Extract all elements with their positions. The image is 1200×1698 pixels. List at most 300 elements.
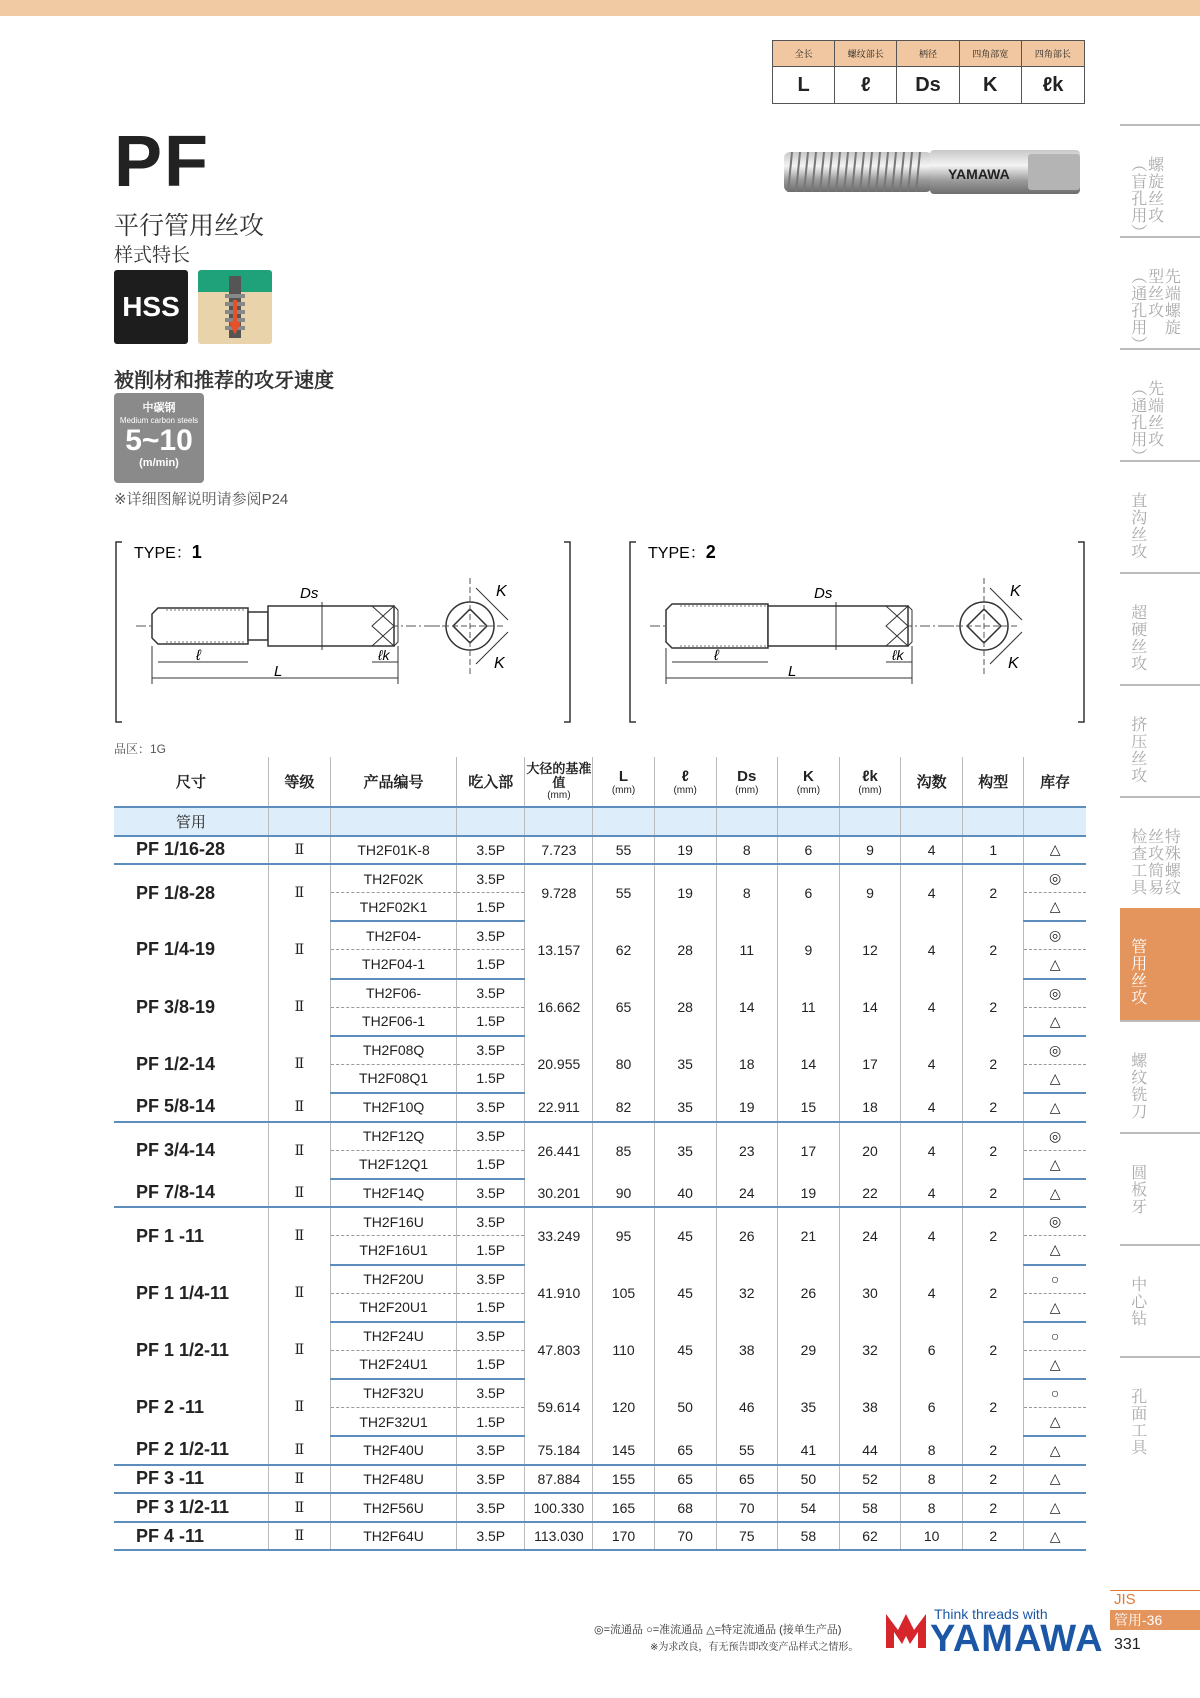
Ds-cell: 18 xyxy=(716,1036,777,1093)
svg-text:K: K xyxy=(1010,583,1021,600)
sidebar-tab-10[interactable] xyxy=(1120,1132,1200,1244)
sidebar-tab-label: 中心钻 xyxy=(1128,1276,1146,1327)
sidebar-tab-label: 超硬丝攻 xyxy=(1128,604,1146,672)
chamfer-cell: 3.5P xyxy=(457,1093,525,1122)
code-cell: TH2F20U xyxy=(330,1265,456,1294)
K-cell: 14 xyxy=(777,1036,839,1093)
major-cell: 41.910 xyxy=(525,1265,593,1322)
type-cell: 2 xyxy=(963,1179,1024,1208)
L-cell: 110 xyxy=(593,1322,654,1379)
dimension-col xyxy=(773,41,835,103)
flutes-cell: 8 xyxy=(901,1436,963,1465)
code-cell: TH2F12Q1 xyxy=(330,1150,456,1179)
grade-cell: Ⅱ xyxy=(268,1379,330,1436)
lk-cell: 30 xyxy=(839,1265,900,1322)
l-cell: 70 xyxy=(654,1522,716,1551)
type-cell: 2 xyxy=(963,1207,1024,1264)
table-row xyxy=(114,1265,1086,1294)
stock-cell: △ xyxy=(1024,1236,1086,1265)
code-cell: TH2F08Q1 xyxy=(330,1064,456,1093)
sidebar-tab-9[interactable] xyxy=(1120,1020,1200,1132)
product-style: 样式特长 xyxy=(114,245,191,266)
sidebar-tab-label: 螺旋丝攻（盲孔用） xyxy=(1128,156,1163,241)
dimension-label: 柄径 xyxy=(897,41,958,67)
code-cell: TH2F02K xyxy=(330,864,456,893)
Ds-cell: 19 xyxy=(716,1093,777,1122)
size-cell: PF 1 -11 xyxy=(114,1207,268,1264)
table-row xyxy=(114,1379,1086,1408)
flutes-cell: 4 xyxy=(901,1265,963,1322)
brand-name: YAMAWA xyxy=(930,1618,1104,1660)
grade-cell: Ⅱ xyxy=(268,864,330,921)
table-row xyxy=(114,1122,1086,1151)
type-cell: 2 xyxy=(963,1265,1024,1322)
yamawa-logo-icon xyxy=(884,1608,928,1652)
K-cell: 26 xyxy=(777,1265,839,1322)
size-cell: PF 3 1/2-11 xyxy=(114,1493,268,1522)
l-cell: 28 xyxy=(654,979,716,1036)
chamfer-cell: 1.5P xyxy=(457,1064,525,1093)
product-title: PF xyxy=(114,122,211,202)
stock-cell: △ xyxy=(1024,893,1086,922)
page-number: 331 xyxy=(1114,1636,1141,1653)
chamfer-cell: 3.5P xyxy=(457,1265,525,1294)
chamfer-cell: 1.5P xyxy=(457,1007,525,1036)
svg-text:Ds: Ds xyxy=(814,585,833,602)
code-cell: TH2F40U xyxy=(330,1436,456,1465)
K-cell: 19 xyxy=(777,1179,839,1208)
l-cell: 40 xyxy=(654,1179,716,1208)
code-cell: TH2F32U xyxy=(330,1379,456,1408)
col-type: 构型 xyxy=(963,757,1024,807)
col-l: ℓ (mm) xyxy=(654,757,716,807)
lk-cell: 9 xyxy=(839,864,900,921)
chamfer-cell: 3.5P xyxy=(457,1036,525,1065)
chamfer-cell: 3.5P xyxy=(457,836,525,865)
lk-cell: 18 xyxy=(839,1093,900,1122)
size-cell: PF 3/4-14 xyxy=(114,1122,268,1179)
svg-text:K: K xyxy=(494,655,505,672)
L-cell: 55 xyxy=(593,864,654,921)
l-cell: 68 xyxy=(654,1493,716,1522)
L-cell: 65 xyxy=(593,979,654,1036)
lk-cell: 20 xyxy=(839,1122,900,1179)
table-row xyxy=(114,1036,1086,1065)
L-cell: 120 xyxy=(593,1379,654,1436)
stock-cell: △ xyxy=(1024,1064,1086,1093)
svg-text:K: K xyxy=(1008,655,1019,672)
type2-diagram xyxy=(628,538,1086,724)
L-cell: 95 xyxy=(593,1207,654,1264)
type-cell: 2 xyxy=(963,1493,1024,1522)
dimension-symbol: ℓ xyxy=(860,73,871,96)
code-cell: TH2F06-1 xyxy=(330,1007,456,1036)
L-cell: 85 xyxy=(593,1122,654,1179)
col-major: 大径的基准值 (mm) xyxy=(525,757,593,807)
code-cell: TH2F16U1 xyxy=(330,1236,456,1265)
speed-material-en: Medium carbon steels xyxy=(119,416,199,425)
table-row xyxy=(114,1322,1086,1351)
type1-diagram xyxy=(114,538,572,724)
flutes-cell: 6 xyxy=(901,1379,963,1436)
dimension-symbol: L xyxy=(797,73,810,96)
type-cell: 2 xyxy=(963,1465,1024,1494)
code-cell: TH2F02K1 xyxy=(330,893,456,922)
code-cell: TH2F08Q xyxy=(330,1036,456,1065)
flutes-cell: 4 xyxy=(901,1036,963,1093)
coating-badge-icon xyxy=(198,270,272,344)
Ds-cell: 46 xyxy=(716,1379,777,1436)
stock-cell: ◎ xyxy=(1024,1207,1086,1236)
major-cell: 87.884 xyxy=(525,1465,593,1494)
sidebar-tab-2[interactable] xyxy=(1120,236,1200,353)
lk-cell: 17 xyxy=(839,1036,900,1093)
sidebar-tab-label: 直沟丝攻 xyxy=(1128,492,1146,560)
col-size: 尺寸 xyxy=(114,757,268,807)
K-cell: 15 xyxy=(777,1093,839,1122)
l-cell: 28 xyxy=(654,921,716,978)
L-cell: 165 xyxy=(593,1493,654,1522)
dimension-symbol: ℓk xyxy=(1042,73,1064,96)
stock-cell: ○ xyxy=(1024,1322,1086,1351)
size-cell: PF 3 -11 xyxy=(114,1465,268,1494)
size-cell: PF 2 1/2-11 xyxy=(114,1436,268,1465)
dimension-label: 四角部宽 xyxy=(960,41,1021,67)
type-cell: 2 xyxy=(963,979,1024,1036)
L-cell: 90 xyxy=(593,1179,654,1208)
L-cell: 105 xyxy=(593,1265,654,1322)
group-label: 管用 xyxy=(114,807,268,836)
dimension-label: 螺纹部长 xyxy=(835,41,896,67)
sidebar-tab-7[interactable] xyxy=(1120,796,1200,908)
l-cell: 65 xyxy=(654,1436,716,1465)
grade-cell: Ⅱ xyxy=(268,836,330,865)
stock-cell: △ xyxy=(1024,1522,1086,1551)
table-row xyxy=(114,1093,1086,1122)
type-cell: 2 xyxy=(963,1122,1024,1179)
sidebar-tab-1[interactable] xyxy=(1120,124,1200,241)
chamfer-cell: 3.5P xyxy=(457,864,525,893)
grade-cell: Ⅱ xyxy=(268,1493,330,1522)
L-cell: 170 xyxy=(593,1522,654,1551)
major-cell: 13.157 xyxy=(525,921,593,978)
hss-badge: HSS xyxy=(114,270,188,344)
code-cell: TH2F12Q xyxy=(330,1122,456,1151)
svg-text:Ds: Ds xyxy=(300,585,319,602)
chamfer-cell: 1.5P xyxy=(457,1350,525,1379)
stock-cell: ○ xyxy=(1024,1379,1086,1408)
major-cell: 22.911 xyxy=(525,1093,593,1122)
L-cell: 62 xyxy=(593,921,654,978)
major-cell: 59.614 xyxy=(525,1379,593,1436)
major-cell: 26.441 xyxy=(525,1122,593,1179)
K-cell: 41 xyxy=(777,1436,839,1465)
L-cell: 155 xyxy=(593,1465,654,1494)
chamfer-cell: 3.5P xyxy=(457,1436,525,1465)
L-cell: 82 xyxy=(593,1093,654,1122)
table-row xyxy=(114,1179,1086,1208)
dimension-col xyxy=(1022,41,1084,103)
dimension-label: 全长 xyxy=(773,41,834,67)
flutes-cell: 10 xyxy=(901,1522,963,1551)
chamfer-cell: 1.5P xyxy=(457,1407,525,1436)
stock-cell: △ xyxy=(1024,1493,1086,1522)
lk-cell: 52 xyxy=(839,1465,900,1494)
brand-tagline: Think threads with xyxy=(934,1606,1048,1622)
major-cell: 47.803 xyxy=(525,1322,593,1379)
sidebar-tab-3[interactable] xyxy=(1120,348,1200,465)
type-cell: 2 xyxy=(963,864,1024,921)
stock-cell: △ xyxy=(1024,1179,1086,1208)
sidebar-tab-5[interactable] xyxy=(1120,572,1200,684)
chamfer-cell: 1.5P xyxy=(457,1236,525,1265)
size-cell: PF 1 1/2-11 xyxy=(114,1322,268,1379)
K-cell: 6 xyxy=(777,864,839,921)
K-cell: 54 xyxy=(777,1493,839,1522)
col-K: K (mm) xyxy=(777,757,839,807)
stock-cell: ○ xyxy=(1024,1265,1086,1294)
stock-cell: ◎ xyxy=(1024,864,1086,893)
major-cell: 20.955 xyxy=(525,1036,593,1093)
Ds-cell: 38 xyxy=(716,1322,777,1379)
lk-cell: 58 xyxy=(839,1493,900,1522)
size-cell: PF 5/8-14 xyxy=(114,1093,268,1122)
speed-badge xyxy=(114,393,204,483)
speed-value: 5~10 xyxy=(125,424,193,457)
table-row xyxy=(114,1522,1086,1551)
grade-cell: Ⅱ xyxy=(268,1093,330,1122)
table-row xyxy=(114,1207,1086,1236)
flutes-cell: 8 xyxy=(901,1465,963,1494)
flutes-cell: 6 xyxy=(901,1322,963,1379)
stock-legend: ◎=流通品 ○=准流通品 △=特定流通品 (接单生产品) xyxy=(594,1624,842,1636)
sidebar-tab-6[interactable] xyxy=(1120,684,1200,796)
table-row xyxy=(114,1465,1086,1494)
stock-cell: △ xyxy=(1024,1007,1086,1036)
l-cell: 35 xyxy=(654,1036,716,1093)
table-row xyxy=(114,979,1086,1008)
type1-label: TYPE：1 xyxy=(134,542,202,562)
speed-heading: 被削材和推荐的攻牙速度 xyxy=(114,370,334,392)
table-row xyxy=(114,864,1086,893)
size-cell: PF 1 1/4-11 xyxy=(114,1265,268,1322)
size-cell: PF 2 -11 xyxy=(114,1379,268,1436)
stock-cell: △ xyxy=(1024,1436,1086,1465)
code-cell: TH2F24U xyxy=(330,1322,456,1351)
grade-cell: Ⅱ xyxy=(268,1436,330,1465)
chamfer-cell: 3.5P xyxy=(457,1322,525,1351)
grade-cell: Ⅱ xyxy=(268,979,330,1036)
table-row xyxy=(114,921,1086,950)
sidebar-tab-12[interactable] xyxy=(1120,1356,1200,1468)
type2-label: TYPE：2 xyxy=(648,542,716,562)
grade-cell: Ⅱ xyxy=(268,921,330,978)
flutes-cell: 8 xyxy=(901,1493,963,1522)
dimension-legend xyxy=(772,40,1085,104)
type-cell: 1 xyxy=(963,836,1024,865)
sidebar-tab-4[interactable] xyxy=(1120,460,1200,572)
L-cell: 145 xyxy=(593,1436,654,1465)
type-cell: 2 xyxy=(963,1522,1024,1551)
code-cell: TH2F56U xyxy=(330,1493,456,1522)
col-chamfer: 吃入部 xyxy=(457,757,525,807)
flutes-cell: 4 xyxy=(901,979,963,1036)
table-row xyxy=(114,836,1086,865)
code-cell: TH2F24U1 xyxy=(330,1350,456,1379)
type-cell: 2 xyxy=(963,1093,1024,1122)
Ds-cell: 70 xyxy=(716,1493,777,1522)
K-cell: 17 xyxy=(777,1122,839,1179)
col-grade: 等级 xyxy=(268,757,330,807)
stock-cell: △ xyxy=(1024,1150,1086,1179)
code-cell: TH2F04- xyxy=(330,921,456,950)
Ds-cell: 55 xyxy=(716,1436,777,1465)
sidebar-tab-label: 管用丝攻 xyxy=(1128,938,1146,1006)
flutes-cell: 4 xyxy=(901,921,963,978)
code-cell: TH2F48U xyxy=(330,1465,456,1494)
grade-cell: Ⅱ xyxy=(268,1179,330,1208)
flutes-cell: 4 xyxy=(901,864,963,921)
chamfer-cell: 3.5P xyxy=(457,1493,525,1522)
l-cell: 35 xyxy=(654,1122,716,1179)
sidebar-tab-11[interactable] xyxy=(1120,1244,1200,1356)
type-cell: 2 xyxy=(963,921,1024,978)
major-cell: 7.723 xyxy=(525,836,593,865)
stock-cell: △ xyxy=(1024,1093,1086,1122)
size-cell: PF 1/16-28 xyxy=(114,836,268,865)
svg-text:ℓ: ℓ xyxy=(714,647,719,664)
col-Ds: Ds (mm) xyxy=(716,757,777,807)
Ds-cell: 75 xyxy=(716,1522,777,1551)
lk-cell: 38 xyxy=(839,1379,900,1436)
major-cell: 75.184 xyxy=(525,1436,593,1465)
table-row xyxy=(114,1493,1086,1522)
table-header-row xyxy=(114,757,1086,807)
major-cell: 113.030 xyxy=(525,1522,593,1551)
Ds-cell: 32 xyxy=(716,1265,777,1322)
grade-cell: Ⅱ xyxy=(268,1207,330,1264)
Ds-cell: 8 xyxy=(716,864,777,921)
l-cell: 35 xyxy=(654,1093,716,1122)
chamfer-cell: 3.5P xyxy=(457,1179,525,1208)
product-subtitle: 平行管用丝攻 xyxy=(114,212,265,240)
spec-table xyxy=(114,757,1086,1551)
chamfer-cell: 1.5P xyxy=(457,893,525,922)
svg-text:ℓk: ℓk xyxy=(892,647,904,663)
major-cell: 16.662 xyxy=(525,979,593,1036)
chamfer-cell: 3.5P xyxy=(457,1379,525,1408)
size-cell: PF 1/4-19 xyxy=(114,921,268,978)
grade-cell: Ⅱ xyxy=(268,1265,330,1322)
lk-cell: 24 xyxy=(839,1207,900,1264)
stock-cell: ◎ xyxy=(1024,1036,1086,1065)
flutes-cell: 4 xyxy=(901,1207,963,1264)
sidebar-tab-label: 圆板牙 xyxy=(1128,1164,1146,1215)
dimension-label: 四角部长 xyxy=(1022,41,1084,67)
lk-cell: 62 xyxy=(839,1522,900,1551)
stock-cell: △ xyxy=(1024,836,1086,865)
Ds-cell: 24 xyxy=(716,1179,777,1208)
sidebar-tab-label: 螺纹铣刀 xyxy=(1128,1052,1146,1120)
type-cell: 2 xyxy=(963,1379,1024,1436)
code-cell: TH2F14Q xyxy=(330,1179,456,1208)
chamfer-cell: 3.5P xyxy=(457,1207,525,1236)
l-cell: 65 xyxy=(654,1465,716,1494)
stock-cell: △ xyxy=(1024,1293,1086,1322)
K-cell: 29 xyxy=(777,1322,839,1379)
lk-cell: 22 xyxy=(839,1179,900,1208)
grade-cell: Ⅱ xyxy=(268,1465,330,1494)
l-cell: 19 xyxy=(654,864,716,921)
Ds-cell: 65 xyxy=(716,1465,777,1494)
sidebar-tab-label: 孔面工具 xyxy=(1128,1388,1146,1456)
Ds-cell: 14 xyxy=(716,979,777,1036)
l-cell: 19 xyxy=(654,836,716,865)
stock-cell: △ xyxy=(1024,1350,1086,1379)
speed-unit: (m/min) xyxy=(139,457,179,469)
change-note: ※为求改良，有无预告即改变产品样式之情形。 xyxy=(650,1642,859,1653)
svg-text:ℓ: ℓ xyxy=(196,647,201,664)
flutes-cell: 4 xyxy=(901,1093,963,1122)
type-cell: 2 xyxy=(963,1436,1024,1465)
major-cell: 9.728 xyxy=(525,864,593,921)
l-cell: 45 xyxy=(654,1322,716,1379)
code-cell: TH2F10Q xyxy=(330,1093,456,1122)
l-cell: 45 xyxy=(654,1265,716,1322)
dimension-symbol: K xyxy=(982,73,998,96)
K-cell: 58 xyxy=(777,1522,839,1551)
code-cell: TH2F16U xyxy=(330,1207,456,1236)
K-cell: 50 xyxy=(777,1465,839,1494)
major-cell: 100.330 xyxy=(525,1493,593,1522)
K-cell: 11 xyxy=(777,979,839,1036)
l-cell: 45 xyxy=(654,1207,716,1264)
l-cell: 50 xyxy=(654,1379,716,1436)
sidebar-tab-label: 先端丝攻（通孔用） xyxy=(1128,380,1163,465)
major-cell: 33.249 xyxy=(525,1207,593,1264)
grade-note: 品区：1G xyxy=(114,742,167,756)
flutes-cell: 4 xyxy=(901,1122,963,1179)
tap-product-image xyxy=(782,146,1084,198)
size-cell: PF 1/2-14 xyxy=(114,1036,268,1093)
top-color-band xyxy=(0,0,1200,16)
col-code: 产品编号 xyxy=(330,757,456,807)
col-lk: ℓk (mm) xyxy=(839,757,900,807)
svg-text:L: L xyxy=(274,663,283,680)
chamfer-cell: 3.5P xyxy=(457,921,525,950)
L-cell: 55 xyxy=(593,836,654,865)
stock-cell: ◎ xyxy=(1024,979,1086,1008)
code-cell: TH2F01K-8 xyxy=(330,836,456,865)
svg-text:L: L xyxy=(788,663,797,680)
K-cell: 21 xyxy=(777,1207,839,1264)
code-cell: TH2F06- xyxy=(330,979,456,1008)
group-row xyxy=(114,807,1086,836)
chamfer-cell: 3.5P xyxy=(457,1122,525,1151)
speed-note: ※详细图解说明请参阅P24 xyxy=(114,491,289,508)
Ds-cell: 8 xyxy=(716,836,777,865)
lk-cell: 44 xyxy=(839,1436,900,1465)
size-cell: PF 3/8-19 xyxy=(114,979,268,1036)
section-label: 管用-36 xyxy=(1110,1610,1200,1630)
code-cell: TH2F32U1 xyxy=(330,1407,456,1436)
major-cell: 30.201 xyxy=(525,1179,593,1208)
sidebar-tab-8[interactable] xyxy=(1120,908,1200,1020)
stock-cell: △ xyxy=(1024,1465,1086,1494)
sidebar-tab-label: 特殊螺纹丝攻简易检查工具 xyxy=(1128,828,1180,896)
code-cell: TH2F64U xyxy=(330,1522,456,1551)
jis-label: JIS xyxy=(1110,1590,1200,1608)
